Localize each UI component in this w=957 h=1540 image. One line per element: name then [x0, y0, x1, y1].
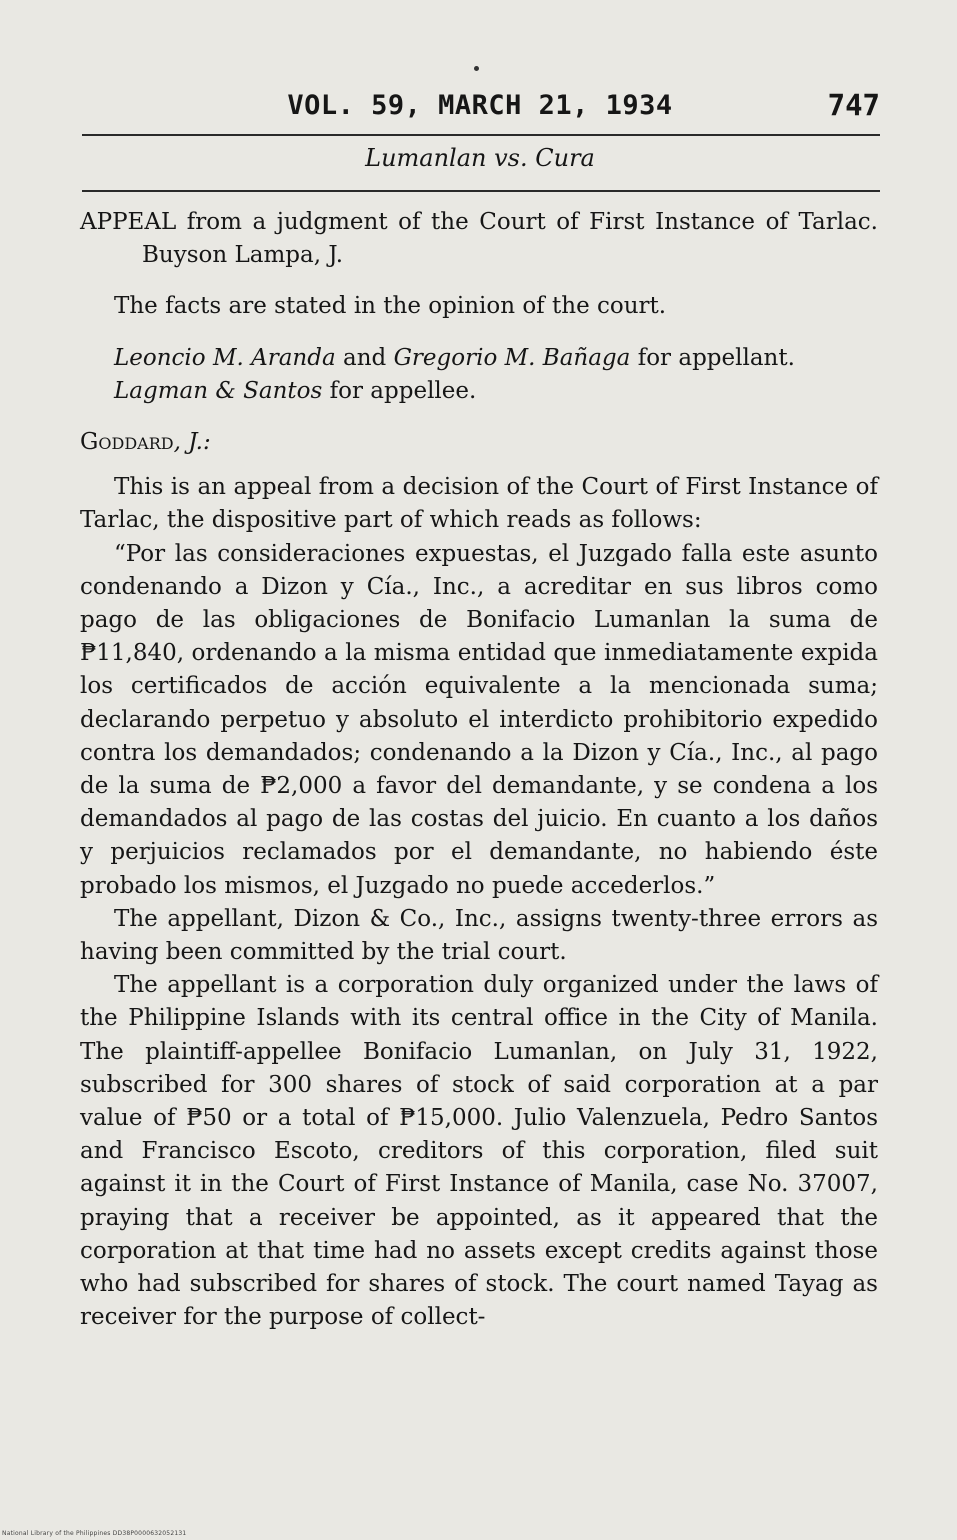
paragraph-intro: This is an appeal from a decision of the Court of First Instance of Tarlac, the dispositive part of which reads as follows:: [80, 474, 878, 534]
title-rule: [82, 190, 880, 192]
scan-footer: National Library of the Philippines DD38P0000632052131: [2, 1530, 187, 1537]
counsel-appellant: [80, 342, 878, 375]
ponente-suffix: , J.:: [173, 429, 211, 456]
running-title: VOL. 59, MARCH 21, 1934: [287, 90, 673, 121]
ponente-line: [80, 426, 878, 459]
counsel-and: and: [343, 344, 387, 371]
quoted-dispositive: “Por las consideraciones expuestas, el Juzgado falla este asunto condenando a Dizon y Cía., Inc., a acreditar en sus libros como pago de las obligaciones de Bonifacio Lumanlan la suma de ₱11,840, ordenando a la misma entidad que inmediatamente expida los certificados de acción equivalente a la mencionada suma; declarando perpetuo y absoluto el interdicto prohibitorio expedido contra los demandados; condenando a la Dizon y Cía., Inc., al pago de la suma de ₱2,000 a favor del demandante, y se condena a los demandados al pago de las costas del juicio. En cuanto a los daños y perjuicios reclamados por el demandante, no habiendo éste probado los mismos, el Juzgado no puede accederlos.”: [80, 540, 878, 899]
body-text: [80, 206, 878, 1335]
facts-note: The facts are stated in the opinion of the court.: [114, 293, 667, 320]
paragraph-errors: The appellant, Dizon & Co., Inc., assigns twenty-three errors as having been committed by the trial court.: [80, 905, 878, 966]
running-header: [80, 82, 880, 130]
page-number: 747: [827, 88, 880, 122]
syllabus: APPEAL from a judgment of the Court of First Instance of Tarlac. Buyson Lampa, J.: [80, 209, 878, 269]
ponente-name: Goddard: [80, 429, 174, 456]
header-rule: [82, 134, 880, 136]
counsel-appellee: [80, 375, 878, 408]
paragraph-facts: The appellant is a corporation duly organized under the laws of the Philippine Islands with its central office in the City of Manila. The plaintiff-appellee Bonifacio Lumanlan, on July 31, 1922, subscribed for 300 shares of stock of said corporation at a par value of ₱50 or a total of ₱15,000. Julio Valenzuela, Pedro Santos and Francisco Escoto, creditors of this corporation, filed suit against it in the Court of First Instance of Manila, case No. 37007, praying that a receiver be appointed, as it appeared that the corporation at that time had no assets except credits against those who had subscribed for shares of stock. The court named Tayag as receiver for the purpose of collect-: [80, 972, 878, 1331]
appellant-counsel-2: Gregorio M. Bañaga: [393, 344, 631, 371]
print-speck: [474, 66, 479, 71]
appellant-suffix: for appellant.: [637, 344, 795, 371]
appellee-counsel: Lagman & Santos: [114, 377, 323, 404]
appellant-counsel-1: Leoncio M. Aranda: [114, 344, 336, 371]
case-title: Lumanlan vs. Cura: [365, 144, 595, 172]
appellee-suffix: for appellee.: [329, 377, 477, 404]
